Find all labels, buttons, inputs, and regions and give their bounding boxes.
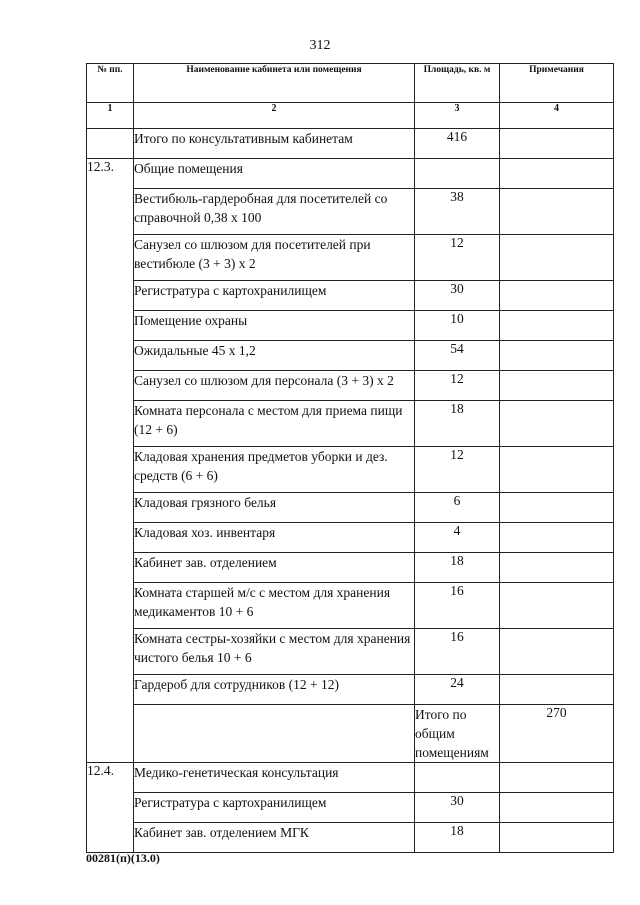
row-notes <box>500 583 614 629</box>
row-area: 30 <box>415 281 500 311</box>
row-num: 12.3. <box>87 159 134 763</box>
row-area <box>415 763 500 793</box>
column-number: 1 <box>87 103 134 129</box>
row-area: 16 <box>415 583 500 629</box>
row-name: Регистратура с картохранилищем <box>134 793 415 823</box>
rooms-table <box>86 63 614 853</box>
table-row <box>87 763 614 793</box>
row-area: 4 <box>415 523 500 553</box>
table-row <box>87 705 614 763</box>
row-notes <box>500 129 614 159</box>
row-notes <box>500 371 614 401</box>
row-notes <box>500 553 614 583</box>
table-row <box>87 311 614 341</box>
table-header-row <box>87 64 614 103</box>
table-row <box>87 281 614 311</box>
table-row <box>87 493 614 523</box>
row-name: Вестибюль-гардеробная для посетителей со справочной 0,38 х 100 <box>134 189 415 235</box>
row-area: 18 <box>415 553 500 583</box>
table-row <box>87 447 614 493</box>
row-name: Кладовая хоз. инвентаря <box>134 523 415 553</box>
row-name: Кабинет зав. отделением МГК <box>134 823 415 853</box>
row-notes <box>500 763 614 793</box>
row-name: Итого по общим помещениям <box>415 705 500 763</box>
row-area: 10 <box>415 311 500 341</box>
row-name: Гардероб для сотрудников (12 + 12) <box>134 675 415 705</box>
row-area: 12 <box>415 235 500 281</box>
row-name: Кабинет зав. отделением <box>134 553 415 583</box>
row-area: 24 <box>415 675 500 705</box>
row-area: 12 <box>415 447 500 493</box>
row-name: Санузел со шлюзом для посетителей при вестибюле (3 + 3) х 2 <box>134 235 415 281</box>
row-notes <box>500 311 614 341</box>
table-row <box>87 823 614 853</box>
row-name: Комната старшей м/с с местом для хранения медикаментов 10 + 6 <box>134 583 415 629</box>
row-name: Помещение охраны <box>134 311 415 341</box>
table-row <box>87 235 614 281</box>
row-name: Санузел со шлюзом для персонала (3 + 3) х 2 <box>134 371 415 401</box>
column-number-row <box>87 103 614 129</box>
row-name: Кладовая хранения предметов уборки и дез. средств (6 + 6) <box>134 447 415 493</box>
table-row <box>87 189 614 235</box>
row-name: Комната сестры-хозяйки с местом для хранения чистого белья 10 + 6 <box>134 629 415 675</box>
table-row <box>87 553 614 583</box>
table-row <box>87 523 614 553</box>
row-area <box>415 159 500 189</box>
row-name: Кладовая грязного белья <box>134 493 415 523</box>
table-row <box>87 129 614 159</box>
document-code: 00281(п)(13.0) <box>86 851 160 865</box>
table-row <box>87 341 614 371</box>
row-name: Регистратура с картохранилищем <box>134 281 415 311</box>
row-area: 416 <box>415 129 500 159</box>
column-number: 4 <box>500 103 614 129</box>
row-num: 12.4. <box>87 763 134 853</box>
row-name: Комната персонала с местом для приема пищи (12 + 6) <box>134 401 415 447</box>
table-row <box>87 629 614 675</box>
table-row <box>87 159 614 189</box>
row-area: 18 <box>415 401 500 447</box>
row-area: 30 <box>415 793 500 823</box>
row-notes <box>500 493 614 523</box>
row-notes <box>500 823 614 853</box>
row-notes <box>500 629 614 675</box>
row-notes <box>500 523 614 553</box>
table-row <box>87 793 614 823</box>
header-num: № пп. <box>87 64 134 103</box>
header-notes: Примечания <box>500 64 614 103</box>
row-area: 12 <box>415 371 500 401</box>
row-notes <box>500 401 614 447</box>
row-notes <box>500 793 614 823</box>
row-notes <box>500 447 614 493</box>
header-name: Наименование кабинета или помещения <box>134 64 415 103</box>
row-notes <box>500 189 614 235</box>
row-notes <box>500 675 614 705</box>
column-number: 2 <box>134 103 415 129</box>
row-name: Ожидальные 45 х 1,2 <box>134 341 415 371</box>
table-row <box>87 371 614 401</box>
row-name: Общие помещения <box>134 159 415 189</box>
row-area: 54 <box>415 341 500 371</box>
row-notes <box>500 159 614 189</box>
row-area: 18 <box>415 823 500 853</box>
row-notes <box>500 281 614 311</box>
column-number: 3 <box>415 103 500 129</box>
table-row <box>87 583 614 629</box>
table-row <box>87 675 614 705</box>
row-area: 16 <box>415 629 500 675</box>
row-num <box>87 129 134 159</box>
row-notes <box>500 235 614 281</box>
row-name: Медико-генетическая консультация <box>134 763 415 793</box>
row-notes <box>500 341 614 371</box>
row-name: Итого по консультативным кабинетам <box>134 129 415 159</box>
row-num <box>134 705 415 763</box>
table-row <box>87 401 614 447</box>
page-number: 312 <box>309 38 331 53</box>
row-area: 270 <box>500 705 614 763</box>
row-area: 38 <box>415 189 500 235</box>
row-area: 6 <box>415 493 500 523</box>
header-area: Площадь, кв. м <box>415 64 500 103</box>
